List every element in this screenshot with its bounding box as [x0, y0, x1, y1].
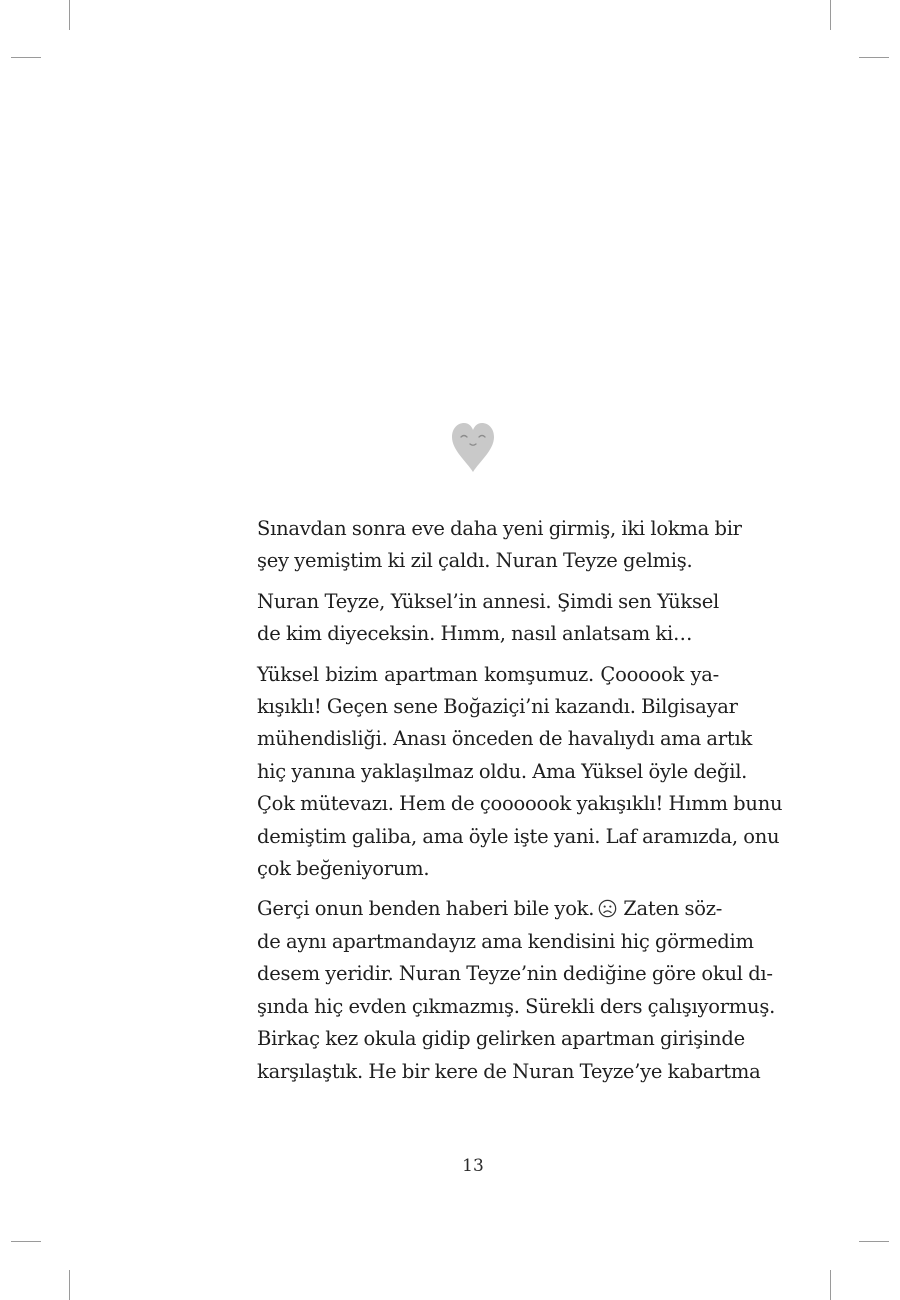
paragraph-1	[229, 513, 742, 578]
crop-mark-top-left	[69, 0, 70, 30]
paragraph-4	[229, 893, 776, 1087]
crop-mark-top-left-horizontal	[11, 57, 41, 58]
text-line: Çok mütevazı. Hem de çooooook yakışıklı! Hımm bunu	[257, 792, 783, 816]
crop-mark-bottom-left	[69, 1270, 70, 1300]
crop-mark-top-right	[830, 0, 831, 30]
paragraph-3	[229, 659, 783, 886]
text-line: de aynı apartmandayız ama kendisini hiç görmedim	[257, 929, 754, 953]
text-line: de kim diyeceksin. Hımm, nasıl anlatsam ki…	[257, 622, 693, 646]
crop-mark-bottom-left-horizontal	[11, 1241, 41, 1242]
body-text	[229, 513, 783, 1096]
text-line: hiç yanına yaklaşılmaz oldu. Ama Yüksel öyle değil.	[257, 759, 748, 783]
text-segment: Zaten söz-	[623, 897, 723, 921]
crop-mark-top-right-horizontal	[859, 57, 889, 58]
text-line	[229, 893, 723, 925]
text-line: Nuran Teyze, Yüksel’in annesi. Şimdi sen Yüksel	[257, 589, 719, 613]
smiling-heart-icon	[449, 420, 497, 474]
text-line: çok beğeniyorum.	[257, 857, 430, 881]
crop-mark-bottom-right-horizontal	[859, 1241, 889, 1242]
text-line: Sınavdan sonra eve daha yeni girmiş, iki lokma bir	[257, 517, 742, 540]
page-number: 13	[462, 1156, 484, 1176]
text-line: şey yemiştim ki zil çaldı. Nuran Teyze gelmiş.	[257, 549, 693, 573]
text-line: karşılaştık. He bir kere de Nuran Teyze’ye kabartma	[257, 1059, 761, 1083]
crop-mark-bottom-right	[830, 1270, 831, 1300]
text-line: mühendisliği. Anası önceden de havalıydı ama artık	[257, 727, 753, 751]
text-line: şında hiç evden çıkmazmış. Sürekli ders çalışıyormuş.	[257, 994, 776, 1018]
frowning-face-icon	[598, 899, 617, 918]
paragraph-2	[229, 586, 719, 651]
text-line: demiştim galiba, ama öyle işte yani. Laf aramızda, onu	[257, 824, 780, 848]
text-line: Yüksel bizim apartman komşumuz. Çoooook ya-	[257, 662, 719, 686]
text-line: kışıklı! Geçen sene Boğaziçi’ni kazandı. Bilgisayar	[257, 695, 738, 719]
text-segment: Gerçi onun benden haberi bile yok.	[257, 897, 595, 921]
text-line: Birkaç kez okula gidip gelirken apartman girişinde	[257, 1027, 745, 1051]
text-line: desem yeridir. Nuran Teyze’nin dediğine göre okul dı-	[257, 962, 773, 986]
